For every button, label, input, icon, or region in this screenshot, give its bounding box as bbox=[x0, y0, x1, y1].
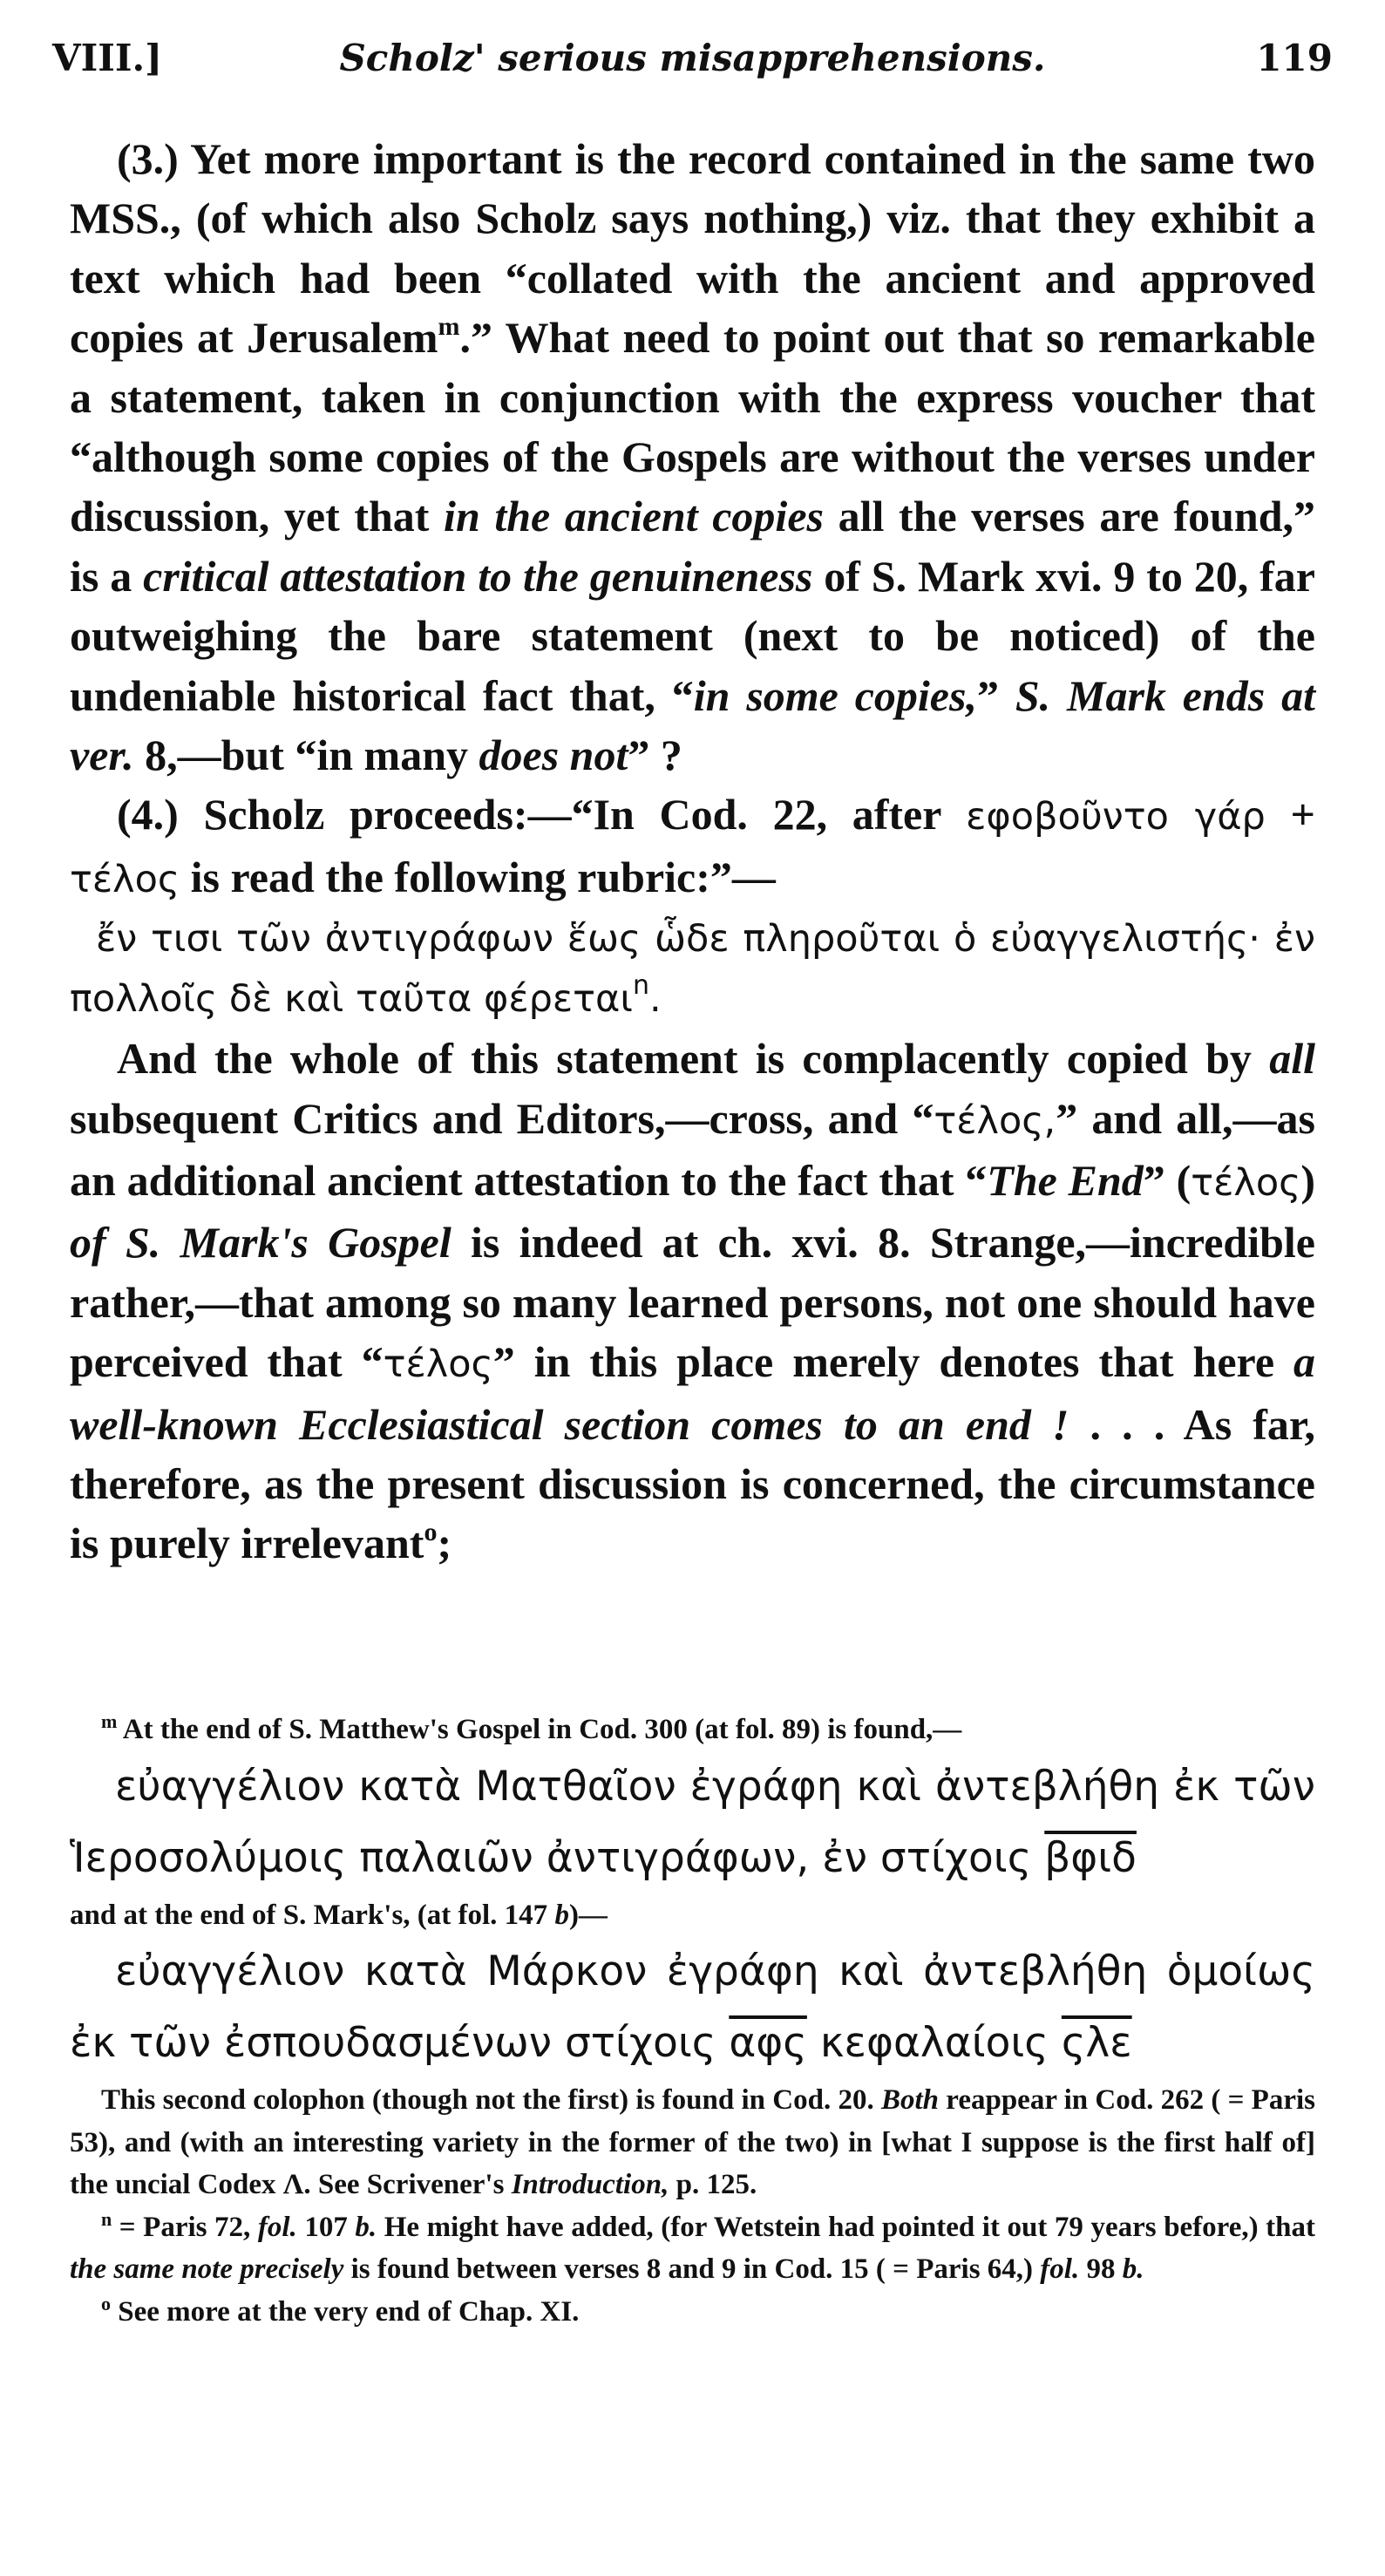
page-number: 119 bbox=[1256, 37, 1333, 79]
italic-run: S. Mark ends at ver. bbox=[70, 670, 1316, 780]
footnote-ref-o: o bbox=[424, 1518, 438, 1547]
footnote-mark-o: o bbox=[101, 2292, 111, 2314]
text-run: (4.) Scholz proceeds:—“In Cod. 22, after bbox=[117, 790, 967, 839]
italic-run: all bbox=[1269, 1034, 1315, 1084]
footnote-m-greek-1 bbox=[70, 1751, 1315, 1894]
text-run: is read the following rubric:”— bbox=[180, 852, 776, 901]
italic-run: The End bbox=[987, 1155, 1144, 1205]
text-run: At the end of S. Matthew's Gospel in Cod. 300 (at fol. 89) is found,— bbox=[122, 1714, 962, 1745]
italic-run: the same note precisely bbox=[70, 2253, 344, 2285]
text-run: subsequent Critics and Editors,—cross, and “ bbox=[70, 1093, 934, 1143]
italic-run: in some copies, bbox=[693, 670, 977, 720]
greek-numeral: $\overline{\varsigma\lambda\varepsilon}$ bbox=[1061, 2019, 1132, 2067]
greek-rubric bbox=[70, 909, 1315, 1029]
footnote-n bbox=[70, 2206, 1315, 2291]
footnote-m-tail bbox=[70, 2079, 1315, 2206]
italic-run: b. bbox=[1122, 2253, 1144, 2285]
text-run: .” What need to point out that so remarkable a statement, taken in conjunction with the express voucher that “although some copies of the Gospels are without the verses under discussion, yet that bbox=[70, 313, 1315, 541]
text-run: . bbox=[648, 976, 662, 1021]
text-run: ” ( bbox=[1143, 1155, 1192, 1205]
greek-numeral: $\overline{\alpha\varphi\varsigma}$ bbox=[729, 2019, 807, 2067]
text-run: of S. Mark xvi. 9 to 20, far outweighing the bare statement (next to be noticed) of the undeniable historical fact that, “ bbox=[70, 551, 1315, 720]
italic-run: critical attestation to the genuineness bbox=[143, 551, 813, 601]
paragraph-5 bbox=[70, 1029, 1315, 1573]
chapter-marker: VIII.] bbox=[52, 37, 163, 79]
italic-run: b. bbox=[355, 2211, 377, 2243]
footnotes bbox=[70, 1709, 1315, 2333]
greek-run: ἔν τισι τῶν ἀντιγράφων ἕως ὧδε πληροῦται ὁ εὐαγγελιστής· ἐν πολλοῖς δὲ καὶ ταῦτα φέρεται bbox=[70, 917, 1315, 1021]
greek-run: εφοβοῦντο γάρ bbox=[966, 795, 1266, 839]
text-run: He might have added, (for Wetstein had pointed it out 79 years before,) that bbox=[377, 2211, 1316, 2243]
text-run: p. 125. bbox=[669, 2169, 757, 2200]
text-run: + bbox=[1265, 790, 1315, 839]
paragraph-3 bbox=[70, 129, 1315, 785]
text-run: And the whole of this statement is complacently copied by bbox=[117, 1034, 1270, 1084]
text-run: 8,—but “in many bbox=[133, 731, 479, 780]
text-run: . . . As far, therefore, as the present discussion is concerned, the circumstance is purely irrelevant bbox=[70, 1399, 1316, 1568]
text-run: ” ? bbox=[628, 731, 682, 780]
italic-run: does not bbox=[479, 731, 628, 780]
running-header bbox=[52, 37, 1333, 89]
footnote-m-greek-2 bbox=[70, 1936, 1315, 2079]
italic-run: fol. bbox=[257, 2211, 297, 2243]
footnote-o bbox=[70, 2291, 1315, 2334]
greek-numeral: βφιδ bbox=[1044, 1833, 1137, 1882]
greek-run: τέλος, bbox=[934, 1098, 1056, 1143]
paragraph-4 bbox=[70, 785, 1315, 909]
italic-run: a well-known Ecclesiastical section comes to an end ! bbox=[70, 1337, 1315, 1449]
greek-run: τέλος bbox=[70, 857, 180, 901]
text-run: ) bbox=[1300, 1155, 1316, 1205]
text-run: 107 bbox=[296, 2211, 356, 2243]
text-run: is found between verses 8 and 9 in Cod. 15 ( = Paris 64,) bbox=[343, 2253, 1041, 2285]
text-run: reappear in Cod. 262 ( = Paris 53), and (with an interesting variety in the former of the two) in [what I suppose is the first half of] the uncial Codex Λ. See Scrivener's bbox=[70, 2084, 1315, 2200]
running-title: Scholz' serious misapprehensions. bbox=[339, 37, 1046, 79]
footnote-m-mid bbox=[70, 1894, 1315, 1937]
italic-run: in the ancient copies bbox=[444, 492, 824, 541]
italic-run: Both bbox=[880, 2084, 940, 2116]
greek-run: τέλος bbox=[1191, 1160, 1301, 1205]
text-run: This second colophon (though not the first) is found in Cod. 20. bbox=[101, 2084, 881, 2116]
main-text bbox=[70, 129, 1315, 1573]
text-run: ” and all,—as an additional ancient attestation to the fact that “ bbox=[70, 1093, 1315, 1205]
text-run: 98 bbox=[1079, 2253, 1123, 2285]
footnote-ref-m: m bbox=[438, 312, 460, 342]
text-run: ” in this place merely denotes that here bbox=[492, 1337, 1293, 1387]
italic-run: b bbox=[554, 1899, 569, 1931]
text-run: = Paris 72, bbox=[112, 2211, 258, 2243]
italic-run: of S. Mark's Gospel bbox=[70, 1218, 451, 1268]
greek-run: εὐαγγέλιον κατὰ Ματθαῖον ἐγράφη καὶ ἀντεβλήθη ἐκ τῶν Ἱεροσολύμοις παλαιῶν ἀντιγράφων, ἐν στίχοις bbox=[70, 1762, 1315, 1882]
text-run: ; bbox=[437, 1519, 452, 1568]
greek-run: κεφαλαίοις bbox=[819, 2019, 1049, 2067]
text-run: )— bbox=[568, 1899, 608, 1931]
italic-run: Introduction, bbox=[511, 2169, 669, 2200]
footnote-m-intro bbox=[70, 1709, 1315, 1751]
text-run: See more at the very end of Chap. XI. bbox=[111, 2295, 580, 2328]
footnote-ref-n: n bbox=[632, 969, 649, 1001]
footnote-mark-n: n bbox=[101, 2207, 112, 2230]
greek-run: τέλος bbox=[383, 1342, 493, 1387]
text-run: and at the end of S. Mark's, (at fol. 147 bbox=[70, 1899, 555, 1931]
greek-run: εὐαγγέλιον κατὰ Μάρκον ἐγράφη καὶ ἀντεβλήθη ὁμοίως ἐκ τῶν ἐσπουδασμένων στίχοις bbox=[70, 1947, 1315, 2067]
text-run: all the verses are found,” is a bbox=[70, 492, 1315, 601]
italic-run: fol. bbox=[1040, 2253, 1080, 2285]
text-run: is indeed at ch. xvi. 8. Strange,—incredible rather,—that among so many learned persons, not one should have perceived that “ bbox=[70, 1218, 1315, 1387]
text-run: (3.) Yet more important is the record contained in the same two MSS., (of which also Scholz says nothing,) viz. that they exhibit a text which had been “collated with the ancient and approved copies at Jerusalem bbox=[70, 134, 1315, 363]
text-run: ” bbox=[976, 670, 1015, 720]
footnote-mark-m: m bbox=[101, 1710, 118, 1732]
